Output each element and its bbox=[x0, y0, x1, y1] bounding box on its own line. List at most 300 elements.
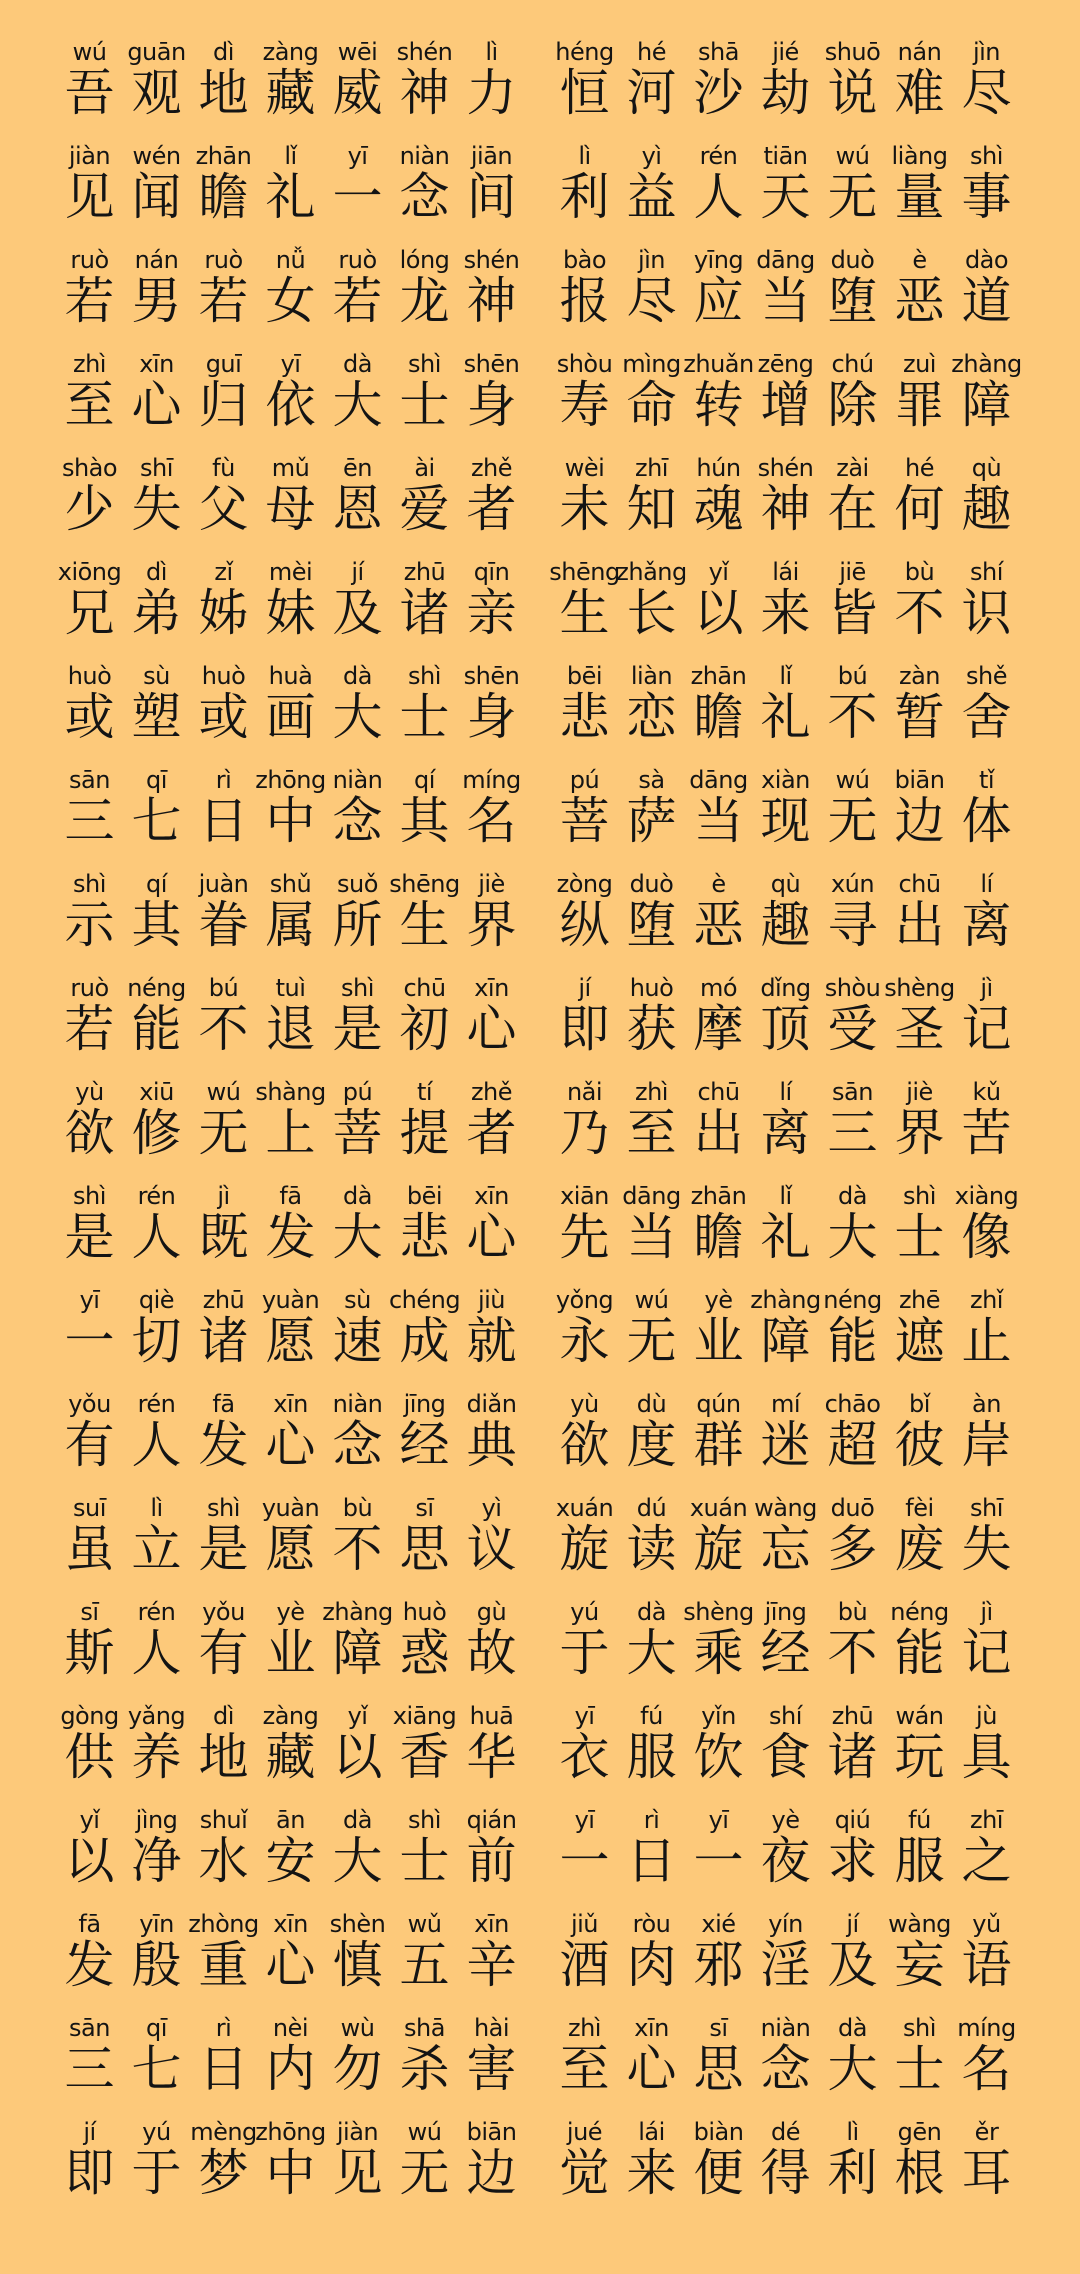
hanzi: 三 bbox=[827, 1104, 878, 1162]
pinyin: shuǐ bbox=[199, 1806, 248, 1834]
char-cell bbox=[190, 1286, 257, 1368]
hanzi: 心 bbox=[265, 1416, 316, 1474]
verse-grid bbox=[56, 38, 1080, 2200]
hanzi: 妄 bbox=[894, 1936, 945, 1994]
char-cell bbox=[752, 1702, 819, 1784]
pinyin: ruò bbox=[70, 974, 109, 1002]
pinyin: zhì bbox=[73, 350, 106, 378]
hanzi: 发 bbox=[265, 1208, 316, 1266]
pinyin: yǔ bbox=[972, 1910, 1001, 1938]
hanzi: 亲 bbox=[466, 584, 517, 642]
hanzi: 三 bbox=[64, 2040, 115, 2098]
char-cell bbox=[257, 38, 324, 120]
char-cell bbox=[391, 38, 458, 120]
char-cell bbox=[752, 142, 819, 224]
char-cell bbox=[458, 1702, 525, 1784]
hanzi: 就 bbox=[466, 1312, 517, 1370]
hanzi: 礼 bbox=[265, 168, 316, 226]
pinyin: sù bbox=[143, 662, 170, 690]
char-cell bbox=[458, 1806, 525, 1888]
pinyin: dà bbox=[343, 350, 372, 378]
char-cell bbox=[685, 1910, 752, 1992]
hanzi: 人 bbox=[693, 168, 744, 226]
pinyin: nán bbox=[134, 246, 179, 274]
char-cell bbox=[56, 1182, 123, 1264]
pinyin: zuì bbox=[903, 350, 936, 378]
char-cell bbox=[685, 1598, 752, 1680]
verse-line-3-right bbox=[551, 246, 1021, 328]
pinyin: zhì bbox=[568, 2014, 601, 2042]
verse-line-7-left bbox=[56, 662, 526, 744]
char-cell bbox=[123, 1806, 190, 1888]
char-cell bbox=[56, 870, 123, 952]
char-cell bbox=[190, 1078, 257, 1160]
pinyin: sān bbox=[69, 766, 110, 794]
hanzi: 应 bbox=[693, 272, 744, 330]
hanzi: 净 bbox=[131, 1832, 182, 1890]
pinyin: xuán bbox=[689, 1494, 748, 1522]
pinyin: ruò bbox=[338, 246, 377, 274]
verse-line-8-left bbox=[56, 766, 526, 848]
pinyin: dāng bbox=[756, 246, 815, 274]
pinyin: jiān bbox=[470, 142, 513, 170]
hanzi: 语 bbox=[961, 1936, 1012, 1994]
pinyin: dì bbox=[213, 38, 234, 66]
char-cell bbox=[123, 2014, 190, 2096]
pinyin: fā bbox=[78, 1910, 101, 1938]
hanzi: 菩 bbox=[559, 792, 610, 850]
pinyin: zhàng bbox=[951, 350, 1022, 378]
char-cell bbox=[551, 1182, 618, 1264]
char-cell bbox=[685, 662, 752, 744]
pinyin: chéng bbox=[388, 1286, 461, 1314]
pinyin: yǒng bbox=[555, 1286, 614, 1314]
hanzi: 长 bbox=[626, 584, 677, 642]
char-cell bbox=[819, 558, 886, 640]
pinyin: míng bbox=[462, 766, 521, 794]
pinyin: shào bbox=[61, 454, 118, 482]
char-cell bbox=[324, 870, 391, 952]
pinyin: kǔ bbox=[972, 1078, 1001, 1106]
pinyin: tuì bbox=[275, 974, 306, 1002]
pinyin: zhān bbox=[690, 1182, 747, 1210]
char-cell bbox=[819, 1806, 886, 1888]
char-cell bbox=[819, 246, 886, 328]
char-cell bbox=[190, 142, 257, 224]
hanzi: 女 bbox=[265, 272, 316, 330]
char-cell bbox=[953, 2014, 1020, 2096]
char-cell bbox=[324, 1494, 391, 1576]
hanzi: 失 bbox=[131, 480, 182, 538]
pinyin: qù bbox=[770, 870, 801, 898]
pinyin: shén bbox=[463, 246, 520, 274]
char-cell bbox=[391, 662, 458, 744]
hanzi: 以 bbox=[693, 584, 744, 642]
hanzi: 耳 bbox=[961, 2144, 1012, 2202]
pinyin: yǐ bbox=[708, 558, 729, 586]
char-cell bbox=[819, 1078, 886, 1160]
verse-line-17-right bbox=[551, 1702, 1021, 1784]
hanzi: 水 bbox=[198, 1832, 249, 1890]
hanzi: 出 bbox=[894, 896, 945, 954]
pinyin: shòu bbox=[556, 350, 613, 378]
verse-line-9-left bbox=[56, 870, 526, 952]
hanzi: 受 bbox=[827, 1000, 878, 1058]
pinyin: huò bbox=[67, 662, 112, 690]
pinyin: xuán bbox=[555, 1494, 614, 1522]
char-cell bbox=[56, 1078, 123, 1160]
pinyin: wǔ bbox=[407, 1910, 442, 1938]
verse-line-3-left bbox=[56, 246, 526, 328]
pinyin: shèng bbox=[884, 974, 955, 1002]
hanzi: 根 bbox=[894, 2144, 945, 2202]
char-cell bbox=[324, 142, 391, 224]
pinyin: xīn bbox=[273, 1390, 308, 1418]
hanzi: 岸 bbox=[961, 1416, 1012, 1474]
hanzi: 观 bbox=[131, 64, 182, 122]
char-cell bbox=[618, 246, 685, 328]
hanzi: 及 bbox=[332, 584, 383, 642]
hanzi: 其 bbox=[399, 792, 450, 850]
char-cell bbox=[458, 2014, 525, 2096]
hanzi: 若 bbox=[64, 1000, 115, 1058]
pinyin: dì bbox=[146, 558, 167, 586]
pinyin: fèi bbox=[905, 1494, 934, 1522]
hanzi: 一 bbox=[559, 1832, 610, 1890]
pinyin: qù bbox=[971, 454, 1002, 482]
pinyin: dé bbox=[771, 2118, 800, 2146]
pinyin: yī bbox=[79, 1286, 100, 1314]
pinyin: huò bbox=[201, 662, 246, 690]
char-cell bbox=[618, 1286, 685, 1368]
hanzi: 彼 bbox=[894, 1416, 945, 1474]
char-cell bbox=[391, 1182, 458, 1264]
verse-line-13-right bbox=[551, 1286, 1021, 1368]
pinyin: bú bbox=[208, 974, 239, 1002]
hanzi: 记 bbox=[961, 1624, 1012, 1682]
hanzi: 既 bbox=[198, 1208, 249, 1266]
pinyin: bù bbox=[837, 1598, 868, 1626]
hanzi: 障 bbox=[332, 1624, 383, 1682]
pinyin: zhǎng bbox=[616, 558, 687, 586]
char-cell bbox=[324, 246, 391, 328]
char-cell bbox=[618, 2118, 685, 2200]
hanzi: 大 bbox=[332, 688, 383, 746]
char-cell bbox=[551, 2014, 618, 2096]
pinyin: zòng bbox=[556, 870, 613, 898]
hanzi: 故 bbox=[466, 1624, 517, 1682]
hanzi: 诸 bbox=[827, 1728, 878, 1786]
char-cell bbox=[324, 1598, 391, 1680]
hanzi: 日 bbox=[198, 792, 249, 850]
pinyin: shēng bbox=[389, 870, 460, 898]
pinyin: ēn bbox=[343, 454, 372, 482]
char-cell bbox=[257, 1494, 324, 1576]
pinyin: jiàn bbox=[68, 142, 111, 170]
hanzi: 心 bbox=[626, 2040, 677, 2098]
pinyin: wú bbox=[634, 1286, 669, 1314]
char-cell bbox=[391, 1806, 458, 1888]
char-cell bbox=[618, 38, 685, 120]
verse-line-15-right bbox=[551, 1494, 1021, 1576]
char-cell bbox=[618, 1806, 685, 1888]
hanzi: 初 bbox=[399, 1000, 450, 1058]
char-cell bbox=[685, 1078, 752, 1160]
verse-line-6-left bbox=[56, 558, 526, 640]
hanzi: 能 bbox=[894, 1624, 945, 1682]
pinyin: hé bbox=[637, 38, 666, 66]
pinyin: shì bbox=[408, 1806, 441, 1834]
hanzi: 殷 bbox=[131, 1936, 182, 1994]
hanzi: 罪 bbox=[894, 376, 945, 434]
hanzi: 不 bbox=[332, 1520, 383, 1578]
char-cell bbox=[324, 38, 391, 120]
char-cell bbox=[685, 454, 752, 536]
hanzi: 姊 bbox=[198, 584, 249, 642]
hanzi: 忘 bbox=[760, 1520, 811, 1578]
pinyin: wú bbox=[407, 2118, 442, 2146]
pinyin: fā bbox=[212, 1390, 235, 1418]
pinyin: zhī bbox=[635, 454, 668, 482]
hanzi: 舍 bbox=[961, 688, 1012, 746]
pinyin: gù bbox=[476, 1598, 507, 1626]
char-cell bbox=[324, 1702, 391, 1784]
char-cell bbox=[551, 558, 618, 640]
char-cell bbox=[886, 38, 953, 120]
char-cell bbox=[458, 974, 525, 1056]
char-cell bbox=[685, 246, 752, 328]
char-cell bbox=[324, 1286, 391, 1368]
pinyin: zǐ bbox=[214, 558, 233, 586]
pinyin: xiāng bbox=[392, 1702, 457, 1730]
char-cell bbox=[752, 1598, 819, 1680]
pinyin: shén bbox=[757, 454, 814, 482]
pinyin: wán bbox=[895, 1702, 944, 1730]
pinyin: jué bbox=[566, 2118, 603, 2146]
hanzi: 属 bbox=[265, 896, 316, 954]
char-cell bbox=[752, 246, 819, 328]
hanzi: 像 bbox=[961, 1208, 1012, 1266]
char-cell bbox=[458, 454, 525, 536]
pinyin: qún bbox=[696, 1390, 741, 1418]
char-cell bbox=[190, 38, 257, 120]
char-cell bbox=[123, 350, 190, 432]
char-cell bbox=[257, 1390, 324, 1472]
pinyin: lái bbox=[638, 2118, 665, 2146]
char-cell bbox=[123, 1390, 190, 1472]
hanzi: 或 bbox=[198, 688, 249, 746]
pinyin: shí bbox=[970, 558, 1003, 586]
pinyin: yù bbox=[570, 1390, 599, 1418]
hanzi: 七 bbox=[131, 2040, 182, 2098]
hanzi: 士 bbox=[399, 688, 450, 746]
hanzi: 是 bbox=[198, 1520, 249, 1578]
hanzi: 群 bbox=[693, 1416, 744, 1474]
pinyin: chū bbox=[403, 974, 446, 1002]
pinyin: zhuǎn bbox=[683, 350, 754, 378]
hanzi: 供 bbox=[64, 1728, 115, 1786]
hanzi: 利 bbox=[559, 168, 610, 226]
hanzi: 害 bbox=[466, 2040, 517, 2098]
pinyin: niàn bbox=[332, 766, 383, 794]
verse-line-10-right bbox=[551, 974, 1021, 1056]
hanzi: 愿 bbox=[265, 1520, 316, 1578]
char-cell bbox=[257, 974, 324, 1056]
hanzi: 重 bbox=[198, 1936, 249, 1994]
pinyin: shàng bbox=[255, 1078, 326, 1106]
pinyin: yǐ bbox=[347, 1702, 368, 1730]
char-cell bbox=[953, 1182, 1020, 1264]
char-cell bbox=[190, 1910, 257, 1992]
char-cell bbox=[886, 1598, 953, 1680]
hanzi: 记 bbox=[961, 1000, 1012, 1058]
char-cell bbox=[123, 662, 190, 744]
char-cell bbox=[953, 246, 1020, 328]
pinyin: yǐ bbox=[79, 1806, 100, 1834]
pinyin: shì bbox=[73, 870, 106, 898]
char-cell bbox=[458, 142, 525, 224]
pinyin: qí bbox=[146, 870, 167, 898]
hanzi: 服 bbox=[626, 1728, 677, 1786]
pinyin: zhàng bbox=[322, 1598, 393, 1626]
hanzi: 礼 bbox=[760, 1208, 811, 1266]
char-cell bbox=[886, 1286, 953, 1368]
hanzi: 寿 bbox=[559, 376, 610, 434]
char-cell bbox=[190, 454, 257, 536]
char-cell bbox=[391, 454, 458, 536]
hanzi: 无 bbox=[626, 1312, 677, 1370]
pinyin: sī bbox=[709, 2014, 728, 2042]
pinyin: qiú bbox=[834, 1806, 871, 1834]
verse-line-8-right bbox=[551, 766, 1021, 848]
hanzi: 前 bbox=[466, 1832, 517, 1890]
char-cell bbox=[391, 1078, 458, 1160]
char-cell bbox=[190, 2014, 257, 2096]
char-cell bbox=[257, 1910, 324, 1992]
hanzi: 见 bbox=[332, 2144, 383, 2202]
hanzi: 士 bbox=[399, 376, 450, 434]
hanzi: 当 bbox=[760, 272, 811, 330]
char-cell bbox=[819, 1702, 886, 1784]
hanzi: 上 bbox=[265, 1104, 316, 1162]
char-cell bbox=[123, 1078, 190, 1160]
hanzi: 障 bbox=[760, 1312, 811, 1370]
pinyin: shì bbox=[903, 1182, 936, 1210]
verse-line-12-left bbox=[56, 1182, 526, 1264]
hanzi: 人 bbox=[131, 1208, 182, 1266]
char-cell bbox=[391, 974, 458, 1056]
char-cell bbox=[953, 1390, 1020, 1472]
char-cell bbox=[391, 766, 458, 848]
char-cell bbox=[190, 1598, 257, 1680]
pinyin: yī bbox=[574, 1806, 595, 1834]
char-cell bbox=[886, 246, 953, 328]
char-cell bbox=[458, 1598, 525, 1680]
verse-line-11-left bbox=[56, 1078, 526, 1160]
char-cell bbox=[618, 558, 685, 640]
hanzi: 辛 bbox=[466, 1936, 517, 1994]
char-cell bbox=[886, 1702, 953, 1784]
pinyin: jìn bbox=[637, 246, 666, 274]
hanzi: 食 bbox=[760, 1728, 811, 1786]
hanzi: 出 bbox=[693, 1104, 744, 1162]
hanzi: 威 bbox=[332, 64, 383, 122]
pinyin: guān bbox=[127, 38, 186, 66]
char-cell bbox=[551, 870, 618, 952]
pinyin: shì bbox=[207, 1494, 240, 1522]
pinyin: yī bbox=[347, 142, 368, 170]
hanzi: 大 bbox=[827, 1208, 878, 1266]
hanzi: 圣 bbox=[894, 1000, 945, 1058]
pinyin: huò bbox=[402, 1598, 447, 1626]
hanzi: 苦 bbox=[961, 1104, 1012, 1162]
hanzi: 止 bbox=[961, 1312, 1012, 1370]
pinyin: shēn bbox=[463, 350, 520, 378]
hanzi: 成 bbox=[399, 1312, 450, 1370]
pinyin: chū bbox=[898, 870, 941, 898]
char-cell bbox=[618, 1494, 685, 1576]
pinyin: bǐ bbox=[909, 1390, 930, 1418]
verse-line-4-right bbox=[551, 350, 1021, 432]
pinyin: yī bbox=[574, 1702, 595, 1730]
pinyin: diǎn bbox=[466, 1390, 517, 1418]
char-cell bbox=[458, 766, 525, 848]
hanzi: 示 bbox=[64, 896, 115, 954]
char-cell bbox=[123, 974, 190, 1056]
hanzi: 弟 bbox=[131, 584, 182, 642]
pinyin: yīn bbox=[139, 1910, 174, 1938]
char-cell bbox=[752, 974, 819, 1056]
char-cell bbox=[886, 454, 953, 536]
hanzi: 心 bbox=[466, 1208, 517, 1266]
pinyin: héng bbox=[555, 38, 614, 66]
char-cell bbox=[56, 38, 123, 120]
hanzi: 能 bbox=[827, 1312, 878, 1370]
char-cell bbox=[391, 1494, 458, 1576]
char-cell bbox=[618, 1078, 685, 1160]
pinyin: fā bbox=[279, 1182, 302, 1210]
hanzi: 身 bbox=[466, 688, 517, 746]
hanzi: 父 bbox=[198, 480, 249, 538]
hanzi: 多 bbox=[827, 1520, 878, 1578]
pinyin: xiān bbox=[560, 1182, 609, 1210]
pinyin: àn bbox=[972, 1390, 1001, 1418]
verse-line-16-right bbox=[551, 1598, 1021, 1680]
hanzi: 发 bbox=[64, 1936, 115, 1994]
char-cell bbox=[190, 2118, 257, 2200]
char-cell bbox=[190, 1806, 257, 1888]
char-cell bbox=[618, 454, 685, 536]
char-cell bbox=[56, 350, 123, 432]
hanzi: 画 bbox=[265, 688, 316, 746]
verse-line-5-right bbox=[551, 454, 1021, 536]
char-cell bbox=[458, 1910, 525, 1992]
pinyin: lì bbox=[578, 142, 591, 170]
hanzi: 兄 bbox=[64, 584, 115, 642]
char-cell bbox=[458, 2118, 525, 2200]
hanzi: 废 bbox=[894, 1520, 945, 1578]
pinyin: xīn bbox=[474, 1182, 509, 1210]
pinyin: míng bbox=[957, 2014, 1016, 2042]
char-cell bbox=[391, 2118, 458, 2200]
pinyin: nèi bbox=[272, 2014, 309, 2042]
char-cell bbox=[752, 1286, 819, 1368]
char-cell bbox=[190, 246, 257, 328]
char-cell bbox=[819, 1598, 886, 1680]
hanzi: 不 bbox=[894, 584, 945, 642]
hanzi: 趣 bbox=[760, 896, 811, 954]
char-cell bbox=[190, 974, 257, 1056]
